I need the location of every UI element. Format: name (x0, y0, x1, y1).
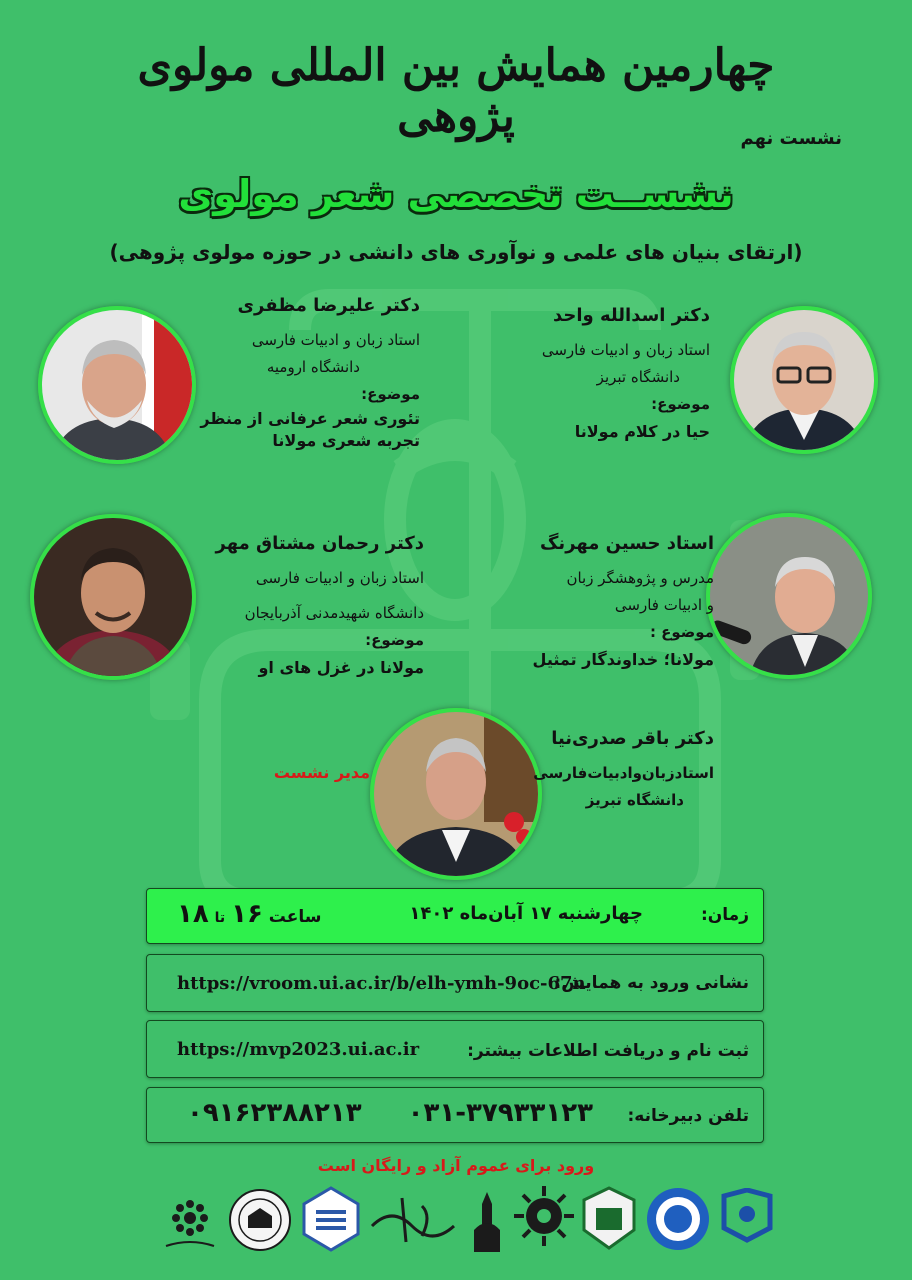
speaker-card-mozaffari (120, 292, 420, 452)
speaker-photo-mehrang (706, 513, 872, 679)
speaker-card-mehrang (494, 530, 714, 673)
speaker-card-moshtagh-mehr (124, 530, 424, 681)
speaker-university: دانشگاه ارومیه (266, 358, 360, 376)
speaker-name: دکتر باقر صدری‌نیا (551, 728, 714, 749)
university-isfahan-logo (718, 1188, 776, 1250)
persian-language-academy-logo (300, 1186, 362, 1252)
speaker-topic-label: موضوع : (649, 623, 714, 641)
phone-number-1: ۰۳۱-۳۷۹۳۳۱۲۳ (407, 1098, 593, 1128)
hour-from: ۱۶ (231, 899, 263, 929)
speaker-role: مدرس و پژوهشگر زبان و ادبیات فارسی (566, 569, 714, 614)
register-label: ثبت نام و دریافت اطلاعات بیشتر: (467, 1041, 749, 1061)
entry-box (146, 954, 764, 1012)
hour-to: ۱۸ (177, 899, 209, 929)
register-box (146, 1020, 764, 1078)
speaker-name: استاد حسین مهرنگ (540, 533, 714, 554)
time-box (146, 888, 764, 944)
entry-label: نشانی ورود به همایش: (554, 973, 749, 993)
time-label: زمان: (700, 905, 749, 925)
mafakher-association-logo (160, 1186, 220, 1254)
phone-label: تلفن دبیرخانه: (627, 1106, 749, 1126)
phone-number-2: ۰۹۱۶۲۳۸۸۲۱۳ (187, 1098, 362, 1128)
speaker-topic: مولانا در غزل های او (258, 658, 424, 677)
speaker-name: دکتر علیرضا مظفری (237, 295, 420, 316)
mosque-silhouette-logo (470, 1190, 504, 1254)
speaker-role: استاد زبان و ادبیات فارسی (251, 331, 420, 349)
speaker-role: استاد زبان و ادبیات فارسی (255, 569, 424, 587)
speaker-topic: تئوری شعر عرفانی از منظر تجربه شعری مولانا (200, 409, 420, 450)
free-entry-notice: ورود برای عموم آزاد و رایگان است (317, 1156, 595, 1175)
speaker-name: دکتر رحمان مشتاق مهر (215, 533, 424, 554)
entry-url-link[interactable]: https://vroom.ui.ac.ir/b/elh-ymh-9oc-67n (177, 973, 586, 994)
moderator-badge: مدیر نشست (273, 763, 370, 782)
speaker-photo-sadrinia (370, 708, 542, 880)
speaker-topic: مولانا؛ خداوندگار تمثیل (532, 650, 714, 669)
speaker-topic-label: موضوع: (365, 631, 424, 649)
speaker-role: استادزبان‌وادبیات‌فارسی (533, 764, 714, 782)
speaker-topic-label: موضوع: (651, 395, 710, 413)
register-url-link[interactable]: https://mvp2023.ui.ac.ir (177, 1039, 420, 1060)
cultural-heritage-seal-logo (228, 1188, 292, 1252)
speaker-card-vahed (410, 302, 710, 445)
organization-seal-logo (580, 1186, 638, 1250)
phone-box (146, 1087, 764, 1143)
event-hours (177, 899, 322, 929)
speaker-card-sadrinia (534, 725, 714, 814)
session-subtitle: (ارتقای بنیان های علمی و نوآوری های دانشی در حوزه مولوی پژوهی) (109, 240, 803, 264)
session-title: نشســت تخصصی شعر مولوی (178, 172, 734, 216)
speaker-university: دانشگاه شهیدمدنی آذربایجان (244, 604, 424, 622)
education-ministry-logo (645, 1186, 711, 1252)
hour-to-word: تا (214, 910, 226, 926)
speaker-university: دانشگاه تبریز (596, 368, 680, 386)
session-number: نشست نهم (740, 128, 842, 149)
sunburst-emblem-logo (512, 1184, 576, 1248)
speaker-name: دکتر اسدالله واحد (553, 305, 710, 326)
speaker-university: دانشگاه تبریز (585, 791, 684, 809)
speaker-topic-label: موضوع: (361, 385, 420, 403)
speaker-photo-vahed (730, 306, 878, 454)
speaker-role: استاد زبان و ادبیات فارسی (541, 341, 710, 359)
event-date: چهارشنبه ۱۷ آبان‌ماه ۱۴۰۲ (409, 903, 643, 924)
hour-word: ساعت (268, 907, 322, 927)
science-ministry-calligraphy-logo (362, 1186, 466, 1252)
speaker-topic: حیا در کلام مولانا (574, 422, 710, 441)
conference-title: چهارمین همایش بین المللی مولوی پژوهی (137, 40, 775, 142)
